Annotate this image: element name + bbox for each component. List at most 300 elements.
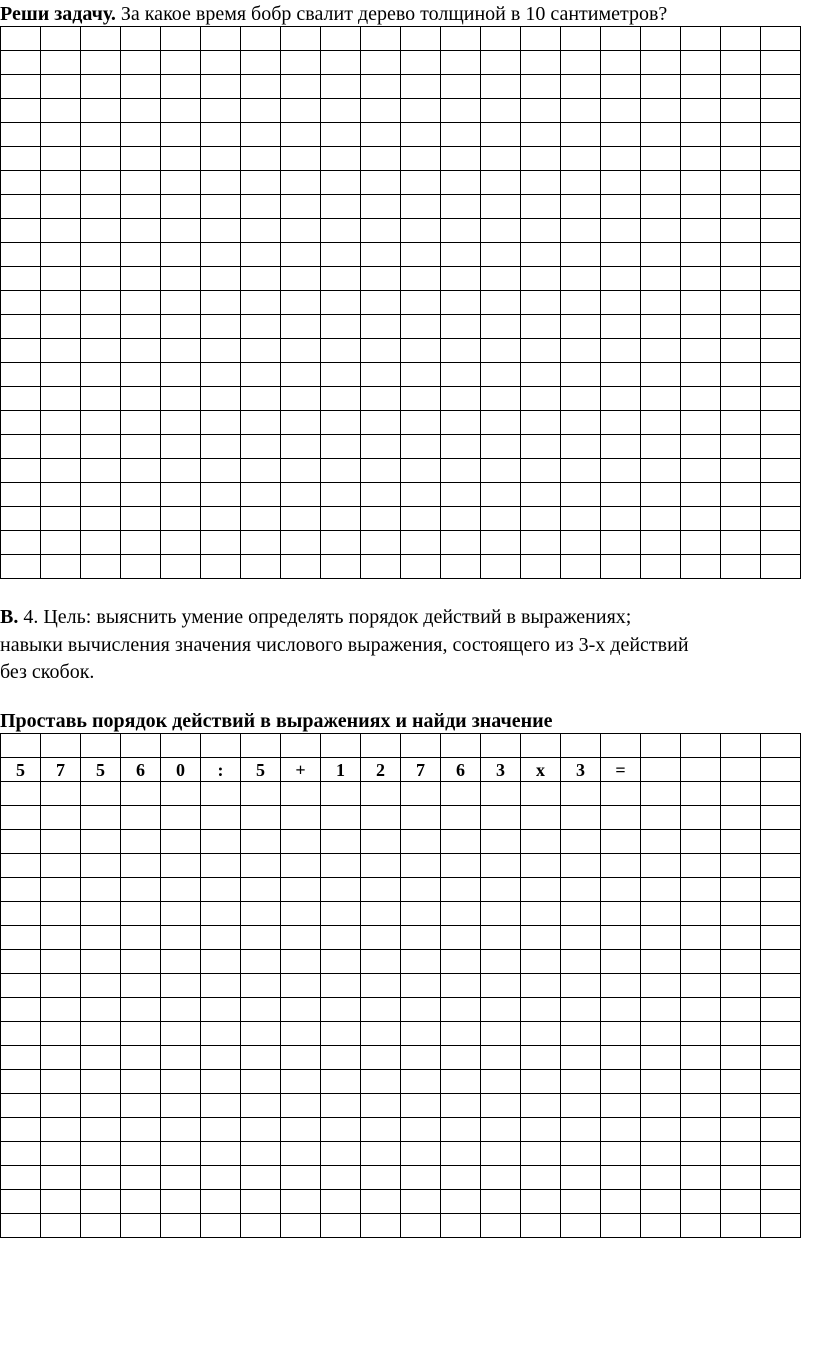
grid-cell[interactable] (601, 171, 641, 195)
grid-cell[interactable] (721, 1046, 761, 1070)
grid-cell[interactable] (721, 1070, 761, 1094)
grid-cell[interactable] (561, 1166, 601, 1190)
grid-cell[interactable] (761, 1190, 801, 1214)
grid-cell[interactable] (241, 1046, 281, 1070)
grid-cell[interactable] (41, 926, 81, 950)
grid-cell[interactable] (281, 195, 321, 219)
grid-cell[interactable] (361, 507, 401, 531)
grid-cell[interactable] (521, 483, 561, 507)
grid-cell[interactable] (681, 219, 721, 243)
grid-cell[interactable] (161, 1190, 201, 1214)
grid-cell[interactable] (121, 1070, 161, 1094)
grid-cell[interactable] (441, 555, 481, 579)
grid-cell[interactable] (481, 1118, 521, 1142)
grid-cell[interactable] (641, 123, 681, 147)
grid-cell[interactable] (1, 1022, 41, 1046)
grid-cell[interactable] (41, 315, 81, 339)
grid-cell[interactable] (641, 806, 681, 830)
grid-cell[interactable] (641, 854, 681, 878)
grid-cell[interactable] (601, 363, 641, 387)
grid-cell[interactable] (281, 1118, 321, 1142)
grid-cell[interactable] (481, 950, 521, 974)
grid-cell[interactable] (1, 998, 41, 1022)
grid-cell[interactable] (41, 51, 81, 75)
grid-cell[interactable] (601, 51, 641, 75)
grid-cell[interactable] (401, 315, 441, 339)
grid-cell[interactable] (41, 147, 81, 171)
grid-cell[interactable] (281, 483, 321, 507)
grid-cell[interactable] (1, 243, 41, 267)
grid-cell[interactable] (201, 27, 241, 51)
grid-cell[interactable] (641, 1190, 681, 1214)
grid-cell[interactable] (641, 531, 681, 555)
grid-cell[interactable] (361, 1142, 401, 1166)
grid-cell[interactable] (161, 195, 201, 219)
grid-cell[interactable] (721, 998, 761, 1022)
grid-cell[interactable] (201, 243, 241, 267)
grid-cell[interactable] (481, 339, 521, 363)
grid-cell[interactable] (41, 950, 81, 974)
grid-cell[interactable] (441, 459, 481, 483)
grid-cell[interactable] (641, 1214, 681, 1238)
grid-cell[interactable] (161, 411, 201, 435)
grid-cell[interactable] (441, 1166, 481, 1190)
grid-cell[interactable] (561, 806, 601, 830)
grid-cell[interactable] (361, 998, 401, 1022)
grid-cell[interactable] (241, 291, 281, 315)
grid-cell[interactable] (681, 99, 721, 123)
grid-cell[interactable] (721, 363, 761, 387)
grid-cell[interactable] (521, 147, 561, 171)
grid-cell[interactable] (681, 363, 721, 387)
grid-cell[interactable] (641, 974, 681, 998)
grid-cell[interactable] (681, 27, 721, 51)
grid-cell[interactable] (401, 147, 441, 171)
grid-cell[interactable] (81, 998, 121, 1022)
grid-cell[interactable] (441, 1022, 481, 1046)
grid-cell[interactable] (761, 435, 801, 459)
grid-cell[interactable] (521, 854, 561, 878)
grid-cell[interactable] (41, 75, 81, 99)
grid-cell[interactable] (361, 27, 401, 51)
grid-cell[interactable] (441, 267, 481, 291)
grid-cell[interactable] (481, 1094, 521, 1118)
grid-cell[interactable] (201, 1214, 241, 1238)
grid-cell[interactable] (721, 267, 761, 291)
grid-cell[interactable] (361, 926, 401, 950)
grid-cell[interactable] (441, 830, 481, 854)
grid-cell[interactable] (241, 1070, 281, 1094)
grid-cell[interactable] (481, 782, 521, 806)
grid-cell[interactable] (361, 387, 401, 411)
grid-cell[interactable] (681, 147, 721, 171)
grid-cell[interactable] (241, 1190, 281, 1214)
grid-cell[interactable] (561, 99, 601, 123)
grid-cell[interactable] (81, 1070, 121, 1094)
grid-cell[interactable] (561, 555, 601, 579)
grid-cell[interactable] (681, 1094, 721, 1118)
grid-cell[interactable] (41, 339, 81, 363)
grid-cell[interactable] (41, 1142, 81, 1166)
grid-cell[interactable] (521, 1070, 561, 1094)
grid-cell[interactable] (761, 267, 801, 291)
grid-cell[interactable] (201, 291, 241, 315)
grid-cell[interactable] (521, 1118, 561, 1142)
grid-cell[interactable] (81, 902, 121, 926)
grid-cell[interactable] (201, 267, 241, 291)
grid-cell[interactable] (321, 267, 361, 291)
grid-cell[interactable] (681, 1142, 721, 1166)
grid-cell[interactable] (401, 243, 441, 267)
grid-cell[interactable] (681, 830, 721, 854)
grid-cell[interactable] (361, 267, 401, 291)
grid-cell[interactable] (281, 974, 321, 998)
grid-cell[interactable] (1, 219, 41, 243)
grid-cell[interactable] (41, 1094, 81, 1118)
grid-cell[interactable] (41, 782, 81, 806)
grid-cell[interactable] (161, 950, 201, 974)
grid-cell[interactable] (361, 531, 401, 555)
grid-cell[interactable] (601, 1094, 641, 1118)
grid-cell[interactable] (521, 195, 561, 219)
grid-cell[interactable] (121, 363, 161, 387)
grid-cell[interactable] (361, 854, 401, 878)
grid-cell[interactable] (281, 363, 321, 387)
grid-cell[interactable] (121, 195, 161, 219)
grid-cell[interactable] (401, 830, 441, 854)
grid-cell[interactable] (761, 1070, 801, 1094)
grid-cell[interactable] (321, 555, 361, 579)
grid-cell[interactable] (321, 483, 361, 507)
grid-cell[interactable] (521, 974, 561, 998)
grid-cell[interactable] (121, 926, 161, 950)
grid-cell[interactable] (361, 123, 401, 147)
grid-cell[interactable] (281, 782, 321, 806)
grid-cell[interactable] (681, 531, 721, 555)
grid-cell[interactable] (481, 315, 521, 339)
grid-cell[interactable] (521, 1094, 561, 1118)
grid-cell[interactable] (521, 830, 561, 854)
grid-cell[interactable] (761, 171, 801, 195)
grid-cell[interactable] (1, 830, 41, 854)
grid-cell[interactable] (401, 555, 441, 579)
grid-cell[interactable] (241, 459, 281, 483)
grid-cell[interactable] (641, 782, 681, 806)
grid-cell[interactable] (121, 950, 161, 974)
grid-cell[interactable] (721, 531, 761, 555)
grid-cell[interactable] (401, 806, 441, 830)
grid-cell[interactable] (41, 507, 81, 531)
grid-cell[interactable] (561, 926, 601, 950)
grid-cell[interactable] (601, 99, 641, 123)
grid-cell[interactable] (161, 734, 201, 758)
grid-cell[interactable] (41, 1166, 81, 1190)
grid-cell[interactable] (1, 555, 41, 579)
grid-cell[interactable] (481, 75, 521, 99)
grid-cell[interactable] (401, 1142, 441, 1166)
grid-cell[interactable] (601, 1046, 641, 1070)
grid-cell[interactable] (401, 974, 441, 998)
grid-cell[interactable] (721, 339, 761, 363)
grid-cell[interactable] (201, 950, 241, 974)
grid-cell[interactable] (761, 998, 801, 1022)
grid-cell[interactable] (161, 363, 201, 387)
grid-cell[interactable] (521, 902, 561, 926)
grid-cell[interactable] (241, 531, 281, 555)
grid-cell[interactable] (481, 926, 521, 950)
grid-cell[interactable] (361, 1022, 401, 1046)
grid-cell[interactable] (721, 1094, 761, 1118)
grid-cell[interactable] (761, 459, 801, 483)
grid-cell[interactable] (561, 531, 601, 555)
grid-cell[interactable] (81, 363, 121, 387)
grid-cell[interactable] (161, 782, 201, 806)
grid-cell[interactable] (241, 483, 281, 507)
grid-cell[interactable] (121, 75, 161, 99)
grid-cell[interactable] (761, 99, 801, 123)
grid-cell[interactable] (201, 555, 241, 579)
grid-cell[interactable] (481, 1166, 521, 1190)
grid-cell[interactable] (481, 854, 521, 878)
grid-cell[interactable] (601, 243, 641, 267)
grid-cell[interactable] (161, 99, 201, 123)
grid-cell[interactable] (601, 878, 641, 902)
expression-cell[interactable]: 6 (121, 758, 161, 782)
grid-cell[interactable] (521, 51, 561, 75)
grid-cell[interactable] (81, 27, 121, 51)
grid-cell[interactable] (401, 950, 441, 974)
expression-cell[interactable]: 1 (321, 758, 361, 782)
grid-cell[interactable] (1, 974, 41, 998)
grid-cell[interactable] (41, 878, 81, 902)
grid-cell[interactable] (521, 1046, 561, 1070)
grid-cell[interactable] (601, 926, 641, 950)
grid-cell[interactable] (201, 1094, 241, 1118)
grid-cell[interactable] (241, 435, 281, 459)
grid-cell[interactable] (721, 315, 761, 339)
grid-cell[interactable] (681, 998, 721, 1022)
grid-cell[interactable] (521, 878, 561, 902)
grid-cell[interactable] (1, 411, 41, 435)
grid-cell[interactable] (681, 878, 721, 902)
grid-cell[interactable] (201, 926, 241, 950)
grid-cell[interactable] (641, 27, 681, 51)
grid-cell[interactable] (241, 219, 281, 243)
grid-cell[interactable] (161, 459, 201, 483)
grid-cell[interactable] (561, 1094, 601, 1118)
grid-cell[interactable] (401, 411, 441, 435)
grid-cell[interactable] (481, 734, 521, 758)
grid-cell[interactable] (241, 1094, 281, 1118)
expression-cell[interactable]: 6 (441, 758, 481, 782)
grid-cell[interactable] (761, 387, 801, 411)
grid-cell[interactable] (681, 195, 721, 219)
grid-cell[interactable] (441, 1142, 481, 1166)
grid-cell[interactable] (1, 878, 41, 902)
grid-cell[interactable] (121, 435, 161, 459)
grid-cell[interactable] (681, 782, 721, 806)
grid-cell[interactable] (401, 483, 441, 507)
grid-cell[interactable] (441, 123, 481, 147)
grid-cell[interactable] (681, 387, 721, 411)
grid-cell[interactable] (441, 51, 481, 75)
grid-cell[interactable] (281, 1142, 321, 1166)
grid-cell[interactable] (1, 51, 41, 75)
grid-cell[interactable] (481, 1070, 521, 1094)
grid-cell[interactable] (1, 1190, 41, 1214)
grid-cell[interactable] (81, 878, 121, 902)
grid-cell[interactable] (401, 1094, 441, 1118)
grid-cell[interactable] (681, 483, 721, 507)
grid-cell[interactable] (401, 195, 441, 219)
grid-cell[interactable] (41, 459, 81, 483)
grid-cell[interactable] (281, 315, 321, 339)
grid-cell[interactable] (41, 806, 81, 830)
grid-cell[interactable] (321, 315, 361, 339)
grid-cell[interactable] (241, 147, 281, 171)
grid-cell[interactable] (281, 123, 321, 147)
grid-cell[interactable] (481, 998, 521, 1022)
grid-cell[interactable] (641, 1118, 681, 1142)
grid-cell[interactable] (201, 51, 241, 75)
grid-cell[interactable] (1, 902, 41, 926)
grid-cell[interactable] (201, 974, 241, 998)
grid-cell[interactable] (721, 123, 761, 147)
grid-cell[interactable] (81, 75, 121, 99)
grid-cell[interactable] (161, 1070, 201, 1094)
grid-cell[interactable] (241, 734, 281, 758)
grid-cell[interactable] (361, 483, 401, 507)
grid-cell[interactable] (441, 1214, 481, 1238)
grid-cell[interactable] (241, 555, 281, 579)
grid-cell[interactable] (601, 734, 641, 758)
grid-cell[interactable] (441, 854, 481, 878)
expression-cell[interactable]: 7 (401, 758, 441, 782)
grid-cell[interactable] (681, 171, 721, 195)
grid-cell[interactable] (201, 1070, 241, 1094)
grid-cell[interactable] (521, 926, 561, 950)
grid-cell[interactable] (81, 459, 121, 483)
grid-cell[interactable] (241, 387, 281, 411)
grid-cell[interactable] (201, 1022, 241, 1046)
grid-cell[interactable] (761, 1166, 801, 1190)
grid-cell[interactable] (601, 555, 641, 579)
grid-cell[interactable] (641, 926, 681, 950)
grid-cell[interactable] (481, 555, 521, 579)
grid-cell[interactable] (361, 195, 401, 219)
grid-cell[interactable] (481, 1190, 521, 1214)
grid-cell[interactable] (361, 1046, 401, 1070)
grid-cell[interactable] (121, 267, 161, 291)
grid-cell[interactable] (361, 555, 401, 579)
grid-cell[interactable] (201, 171, 241, 195)
grid-cell[interactable] (401, 1046, 441, 1070)
grid-cell[interactable] (81, 315, 121, 339)
grid-cell[interactable] (241, 339, 281, 363)
answer-grid-1[interactable] (0, 26, 801, 579)
grid-cell[interactable] (1, 363, 41, 387)
grid-cell[interactable] (161, 315, 201, 339)
grid-cell[interactable] (561, 291, 601, 315)
grid-cell[interactable] (41, 195, 81, 219)
expression-cell[interactable]: 5 (241, 758, 281, 782)
grid-cell[interactable] (121, 734, 161, 758)
expression-cell[interactable] (721, 758, 761, 782)
grid-cell[interactable] (241, 267, 281, 291)
grid-cell[interactable] (641, 1094, 681, 1118)
grid-cell[interactable] (41, 974, 81, 998)
grid-cell[interactable] (81, 1190, 121, 1214)
grid-cell[interactable] (681, 1214, 721, 1238)
grid-cell[interactable] (201, 459, 241, 483)
grid-cell[interactable] (641, 1070, 681, 1094)
grid-cell[interactable] (1, 1214, 41, 1238)
grid-cell[interactable] (361, 435, 401, 459)
grid-cell[interactable] (1, 926, 41, 950)
grid-cell[interactable] (561, 782, 601, 806)
grid-cell[interactable] (121, 902, 161, 926)
grid-cell[interactable] (401, 926, 441, 950)
grid-cell[interactable] (361, 243, 401, 267)
grid-cell[interactable] (561, 950, 601, 974)
grid-cell[interactable] (321, 782, 361, 806)
grid-cell[interactable] (281, 950, 321, 974)
grid-cell[interactable] (721, 243, 761, 267)
grid-cell[interactable] (201, 806, 241, 830)
grid-cell[interactable] (361, 147, 401, 171)
grid-cell[interactable] (161, 243, 201, 267)
grid-cell[interactable] (121, 99, 161, 123)
grid-cell[interactable] (41, 1214, 81, 1238)
grid-cell[interactable] (121, 51, 161, 75)
grid-cell[interactable] (321, 243, 361, 267)
grid-cell[interactable] (201, 830, 241, 854)
grid-cell[interactable] (641, 1166, 681, 1190)
grid-cell[interactable] (761, 147, 801, 171)
expression-cell[interactable]: 0 (161, 758, 201, 782)
grid-cell[interactable] (441, 1070, 481, 1094)
grid-cell[interactable] (441, 411, 481, 435)
grid-cell[interactable] (561, 1118, 601, 1142)
grid-cell[interactable] (201, 99, 241, 123)
grid-cell[interactable] (761, 1214, 801, 1238)
grid-cell[interactable] (41, 854, 81, 878)
grid-cell[interactable] (601, 27, 641, 51)
grid-cell[interactable] (321, 219, 361, 243)
grid-cell[interactable] (41, 1046, 81, 1070)
grid-cell[interactable] (201, 998, 241, 1022)
grid-cell[interactable] (121, 1046, 161, 1070)
grid-cell[interactable] (761, 531, 801, 555)
grid-cell[interactable] (241, 830, 281, 854)
grid-cell[interactable] (281, 1214, 321, 1238)
grid-cell[interactable] (281, 27, 321, 51)
grid-cell[interactable] (561, 339, 601, 363)
grid-cell[interactable] (161, 147, 201, 171)
grid-cell[interactable] (41, 1022, 81, 1046)
grid-cell[interactable] (561, 507, 601, 531)
grid-cell[interactable] (481, 830, 521, 854)
grid-cell[interactable] (401, 998, 441, 1022)
grid-cell[interactable] (681, 123, 721, 147)
grid-cell[interactable] (121, 878, 161, 902)
grid-cell[interactable] (1, 291, 41, 315)
grid-cell[interactable] (601, 1070, 641, 1094)
grid-cell[interactable] (641, 171, 681, 195)
grid-cell[interactable] (441, 806, 481, 830)
grid-cell[interactable] (321, 950, 361, 974)
grid-cell[interactable] (321, 459, 361, 483)
